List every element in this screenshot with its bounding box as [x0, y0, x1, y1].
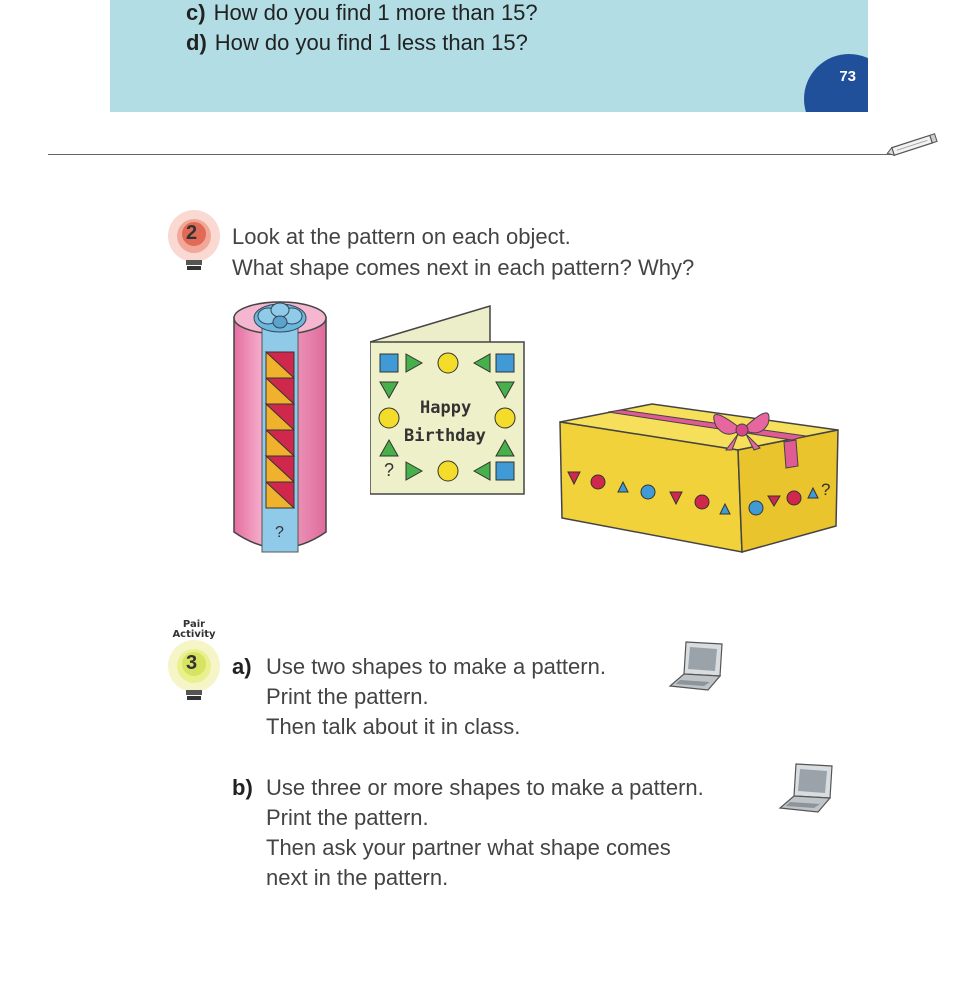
question-3a-line-3: Then talk about it in class. — [266, 714, 521, 739]
pencil-icon — [886, 132, 940, 158]
question-3a-line-1: Use two shapes to make a pattern. — [266, 654, 606, 679]
question-2-line-2: What shape comes next in each pattern? Why? — [232, 255, 695, 280]
page-divider — [48, 154, 896, 155]
gift-tube-illustration — [228, 296, 338, 558]
question-3a-label: a) — [232, 654, 252, 679]
card-text-happy: Happy — [420, 398, 472, 418]
card-text-birthday: Birthday — [404, 426, 486, 446]
question-3-number: 3 — [186, 652, 198, 674]
question-3b-label: b) — [232, 775, 253, 800]
page-number-badge — [804, 54, 868, 112]
card-question-mark: ? — [384, 460, 395, 480]
question-3a-line-2: Print the pattern. — [266, 684, 429, 709]
question-3b-line-2: Print the pattern. — [266, 805, 429, 830]
previous-page-panel — [110, 0, 868, 112]
question-2-line-1: Look at the pattern on each object. — [232, 224, 571, 249]
tube-question-mark: ? — [275, 524, 284, 541]
question-3b-line-4: next in the pattern. — [266, 865, 449, 890]
laptop-icon — [776, 762, 838, 816]
box-question-mark: ? — [821, 480, 831, 499]
question-2-number: 2 — [186, 222, 198, 244]
page-number: 73 — [839, 68, 856, 85]
question-c: c) How do you find 1 more than 15? — [186, 0, 538, 25]
pair-activity-label: Pair Activity — [172, 619, 216, 640]
question-3b-line-3: Then ask your partner what shape comes — [266, 835, 671, 860]
gift-box-illustration — [556, 400, 856, 558]
question-3b-line-1: Use three or more shapes to make a pattern. — [266, 775, 704, 800]
laptop-icon — [666, 640, 728, 694]
question-d: d) How do you find 1 less than 15? — [186, 30, 528, 55]
